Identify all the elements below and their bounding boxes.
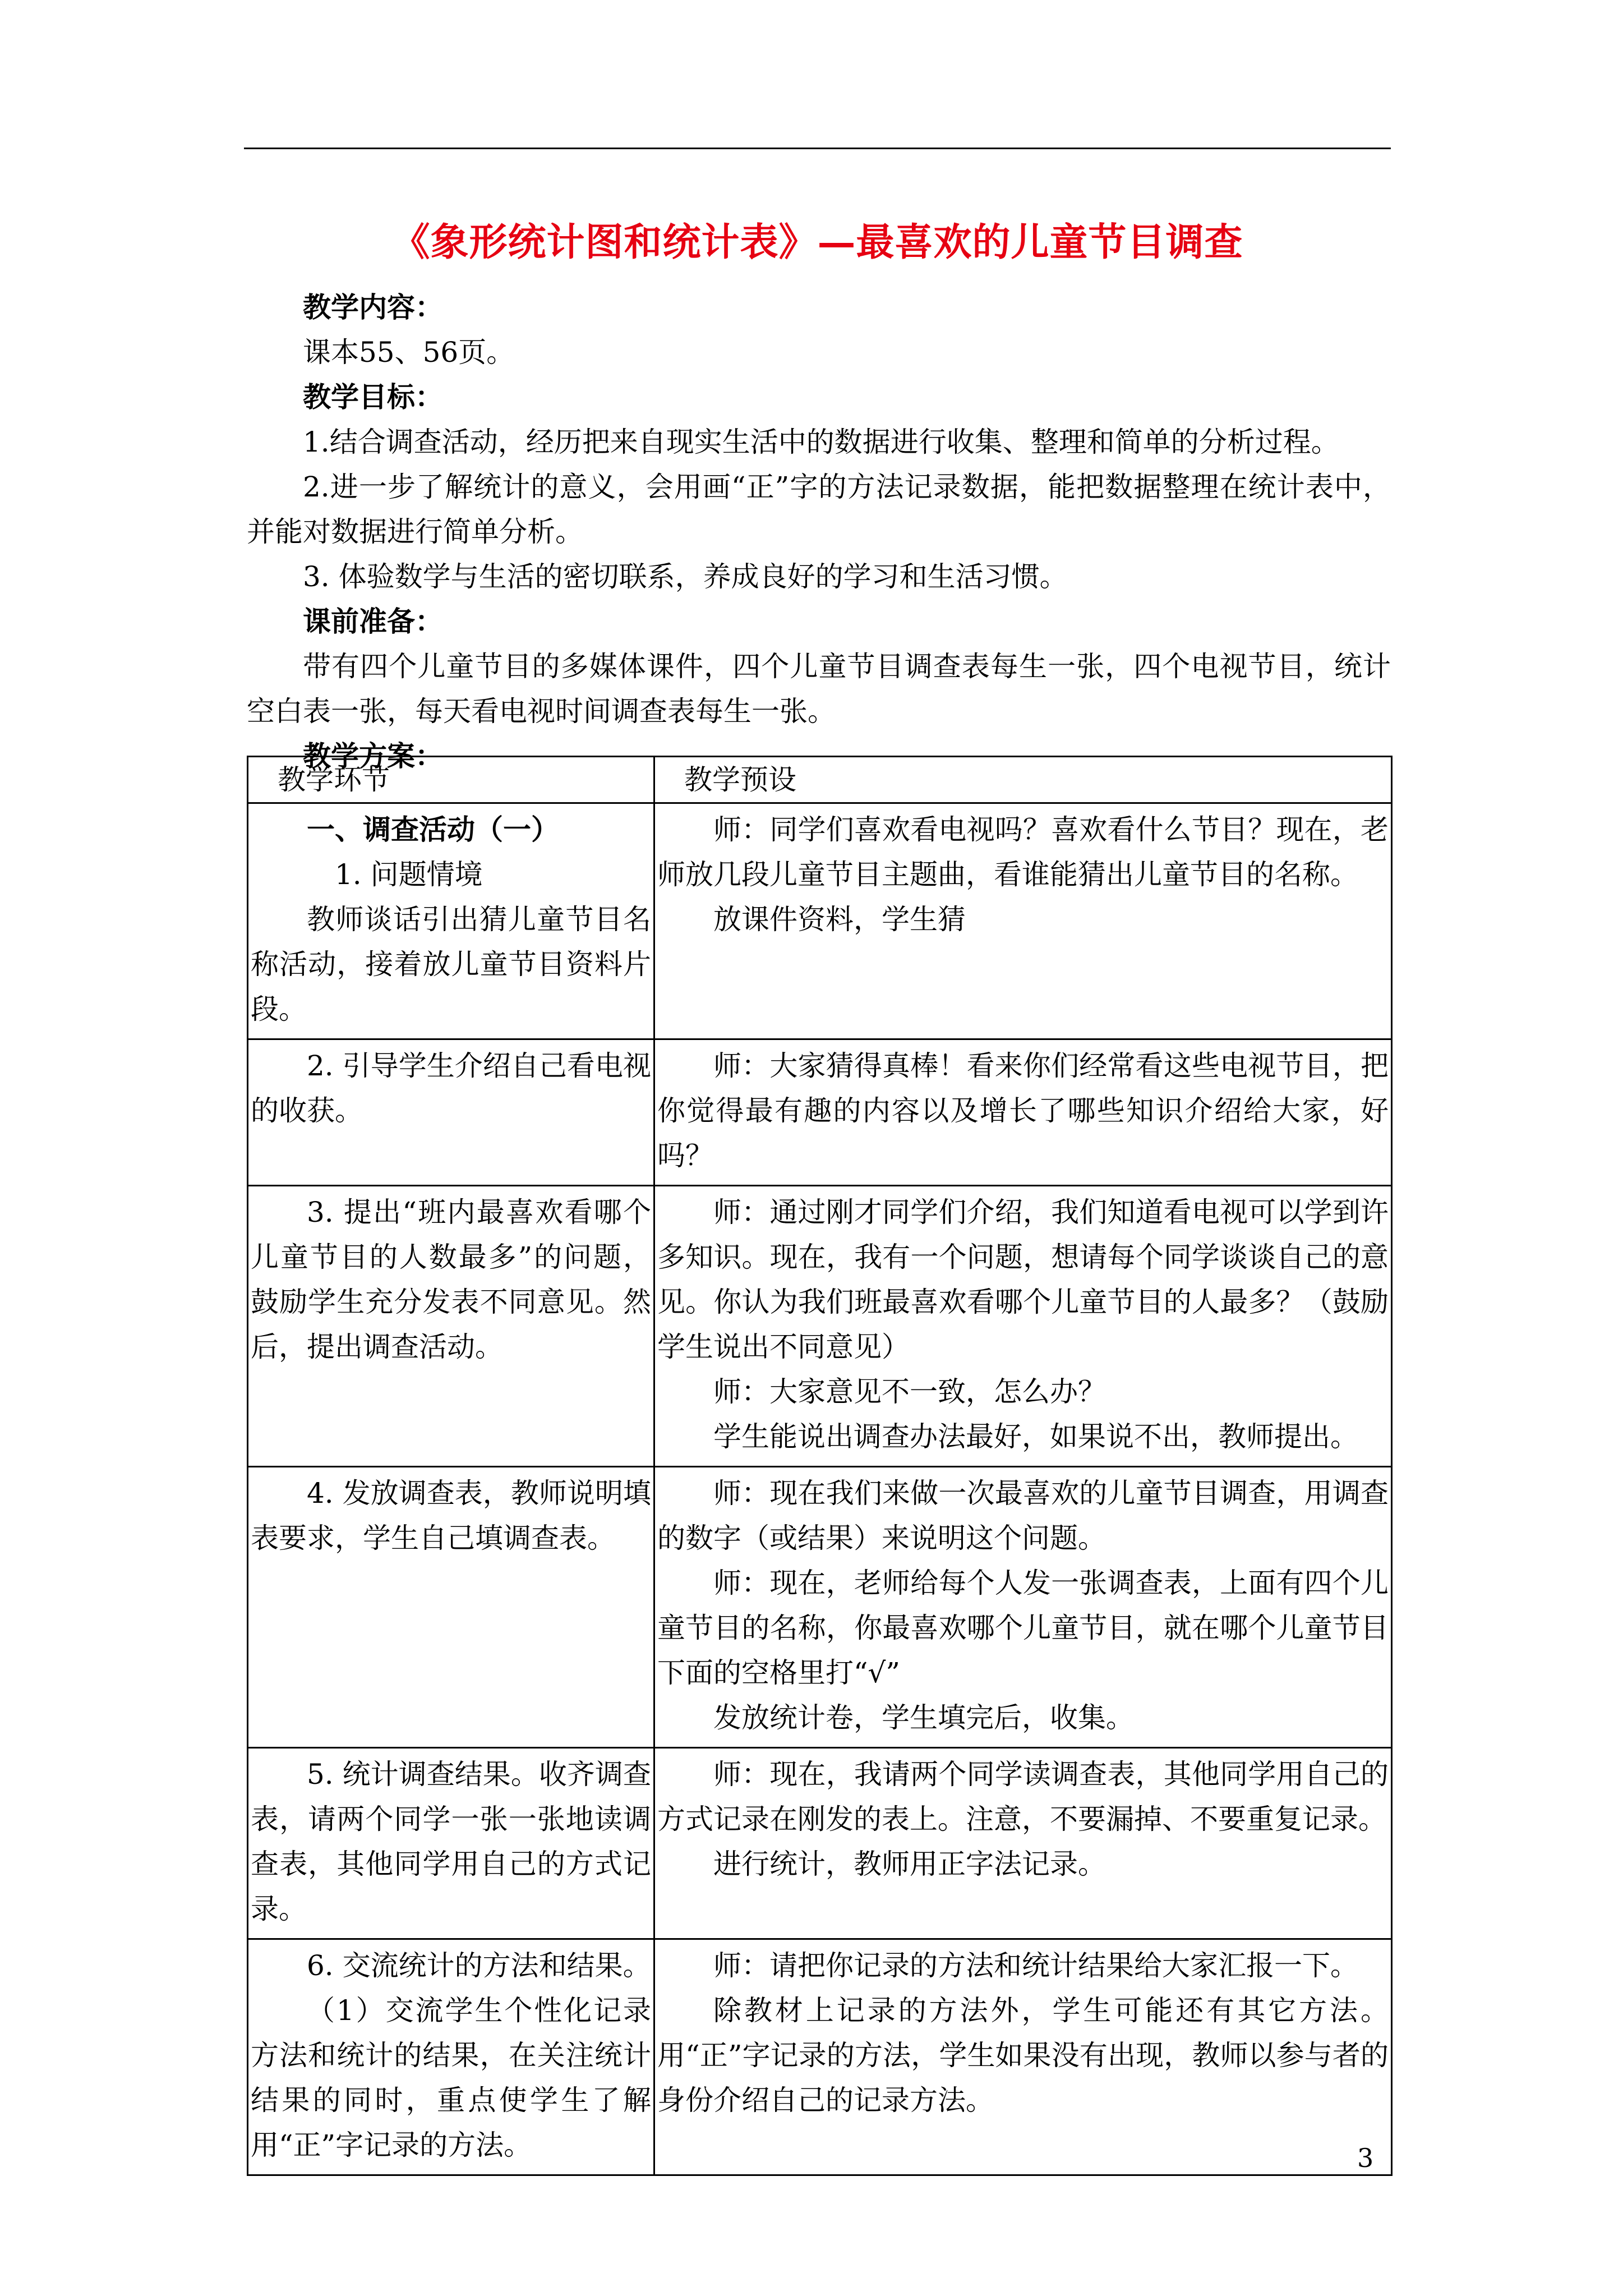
table-header-stage: 教学环节 xyxy=(248,757,654,803)
cell-text: 除教材上记录的方法外，学生可能还有其它方法。用“正”字记录的方法，学生如果没有出现，教师以参与者的身份介绍自己的记录方法。 xyxy=(657,1994,1389,2116)
goal-item: 3. 体验数学与生活的密切联系，养成良好的学习和生活习惯。 xyxy=(303,560,1068,593)
header-rule xyxy=(244,148,1391,149)
cell-text: 4. 发放调查表，教师说明填表要求，学生自己填调查表。 xyxy=(251,1477,651,1554)
goal-item: 1.结合调查活动，经历把来自现实生活中的数据进行收集、整理和简单的分析过程。 xyxy=(303,426,1339,458)
document-title: 《象形统计图和统计表》—最喜欢的儿童节目调查 xyxy=(391,220,1243,265)
table-row xyxy=(248,1039,1392,1186)
cell-text: 进行统计，教师用正字法记录。 xyxy=(713,1848,1106,1880)
cell-text: 师：现在，我请两个同学读调查表，其他同学用自己的方式记录在刚发的表上。注意，不要漏掉、不要重复记录。 xyxy=(657,1758,1389,1835)
cell-text: 放课件资料，学生猜 xyxy=(713,903,966,936)
cell-text: 5. 统计调查结果。收齐调查表，请两个同学一张一张地读调查表，其他同学用自己的方式记录。 xyxy=(251,1758,651,1925)
table-row xyxy=(248,1748,1392,1939)
table-cell-stage xyxy=(248,1039,654,1186)
table-cell-preset xyxy=(654,1939,1392,2175)
table-cell-preset xyxy=(654,1748,1392,1939)
table-cell-preset xyxy=(654,803,1392,1039)
plan-heading: 教学方案： xyxy=(303,739,443,772)
table-cell-preset xyxy=(654,1039,1392,1186)
cell-text: 师：请把你记录的方法和统计结果给大家汇报一下。 xyxy=(713,1949,1358,1982)
cell-text: 发放统计卷，学生填完后，收集。 xyxy=(713,1701,1134,1734)
section-heading: 一、调查活动（一） xyxy=(307,813,559,846)
table-cell-stage xyxy=(248,1748,654,1939)
table-row xyxy=(248,1939,1392,2175)
content-heading: 教学内容： xyxy=(303,291,443,324)
page-number: 3 xyxy=(1357,2143,1374,2173)
table-row xyxy=(248,803,1392,1039)
cell-text: 师：大家猜得真棒！看来你们经常看这些电视节目，把你觉得最有趣的内容以及增长了哪些知识介绍给大家，好吗？ xyxy=(657,1050,1389,1172)
cell-text: 教师谈话引出猜儿童节目名称活动，接着放儿童节目资料片段。 xyxy=(251,903,651,1025)
table-row xyxy=(248,1186,1392,1467)
cell-text: 1. 问题情境 xyxy=(335,858,483,891)
goals-heading: 教学目标： xyxy=(303,380,443,413)
table-cell-stage xyxy=(248,1939,654,2175)
cell-text: 3. 提出“班内最喜欢看哪个儿童节目的人数最多”的问题，鼓励学生充分发表不同意见。然后，提出调查活动。 xyxy=(251,1196,651,1363)
table-cell-stage xyxy=(248,1467,654,1748)
content-text: 课本55、56页。 xyxy=(303,336,515,369)
cell-text: 2. 引导学生介绍自己看电视的收获。 xyxy=(251,1050,651,1127)
table-header-preset: 教学预设 xyxy=(654,757,1392,803)
cell-text: 师：同学们喜欢看电视吗？喜欢看什么节目？现在，老师放几段儿童节目主题曲，看谁能猜出儿童节目的名称。 xyxy=(657,813,1389,891)
prep-heading: 课前准备： xyxy=(303,605,443,638)
document-body xyxy=(247,285,1391,779)
teaching-plan-table xyxy=(247,756,1393,2176)
cell-text: 学生能说出调查办法最好，如果说不出，教师提出。 xyxy=(713,1420,1358,1453)
cell-text: （1）交流学生个性化记录方法和统计的结果，在关注统计结果的同时，重点使学生了解用“正”字记录的方法。 xyxy=(251,1994,651,2161)
table-cell-stage xyxy=(248,803,654,1039)
goal-item: 2.进一步了解统计的意义，会用画“正”字的方法记录数据，能把数据整理在统计表中，并能对数据进行简单分析。 xyxy=(247,471,1391,548)
table-cell-preset xyxy=(654,1186,1392,1467)
cell-text: 师：通过刚才同学们介绍，我们知道看电视可以学到许多知识。现在，我有一个问题，想请每个同学谈谈自己的意见。你认为我们班最喜欢看哪个儿童节目的人最多？（鼓励学生说出不同意见） xyxy=(657,1196,1389,1363)
cell-text: 6. 交流统计的方法和结果。 xyxy=(307,1949,651,1982)
cell-text: 师：大家意见不一致，怎么办？ xyxy=(713,1375,1106,1408)
cell-text: 师：现在，老师给每个人发一张调查表，上面有四个儿童节目的名称，你最喜欢哪个儿童节目，就在哪个儿童节目下面的空格里打“√” xyxy=(657,1567,1389,1689)
table-header-row xyxy=(248,757,1392,803)
prep-text: 带有四个儿童节目的多媒体课件，四个儿童节目调查表每生一张，四个电视节目，统计空白表一张，每天看电视时间调查表每生一张。 xyxy=(247,650,1391,728)
table-cell-stage xyxy=(248,1186,654,1467)
cell-text: 师：现在我们来做一次最喜欢的儿童节目调查，用调查的数字（或结果）来说明这个问题。 xyxy=(657,1477,1389,1554)
table-row xyxy=(248,1467,1392,1748)
table-cell-preset xyxy=(654,1467,1392,1748)
